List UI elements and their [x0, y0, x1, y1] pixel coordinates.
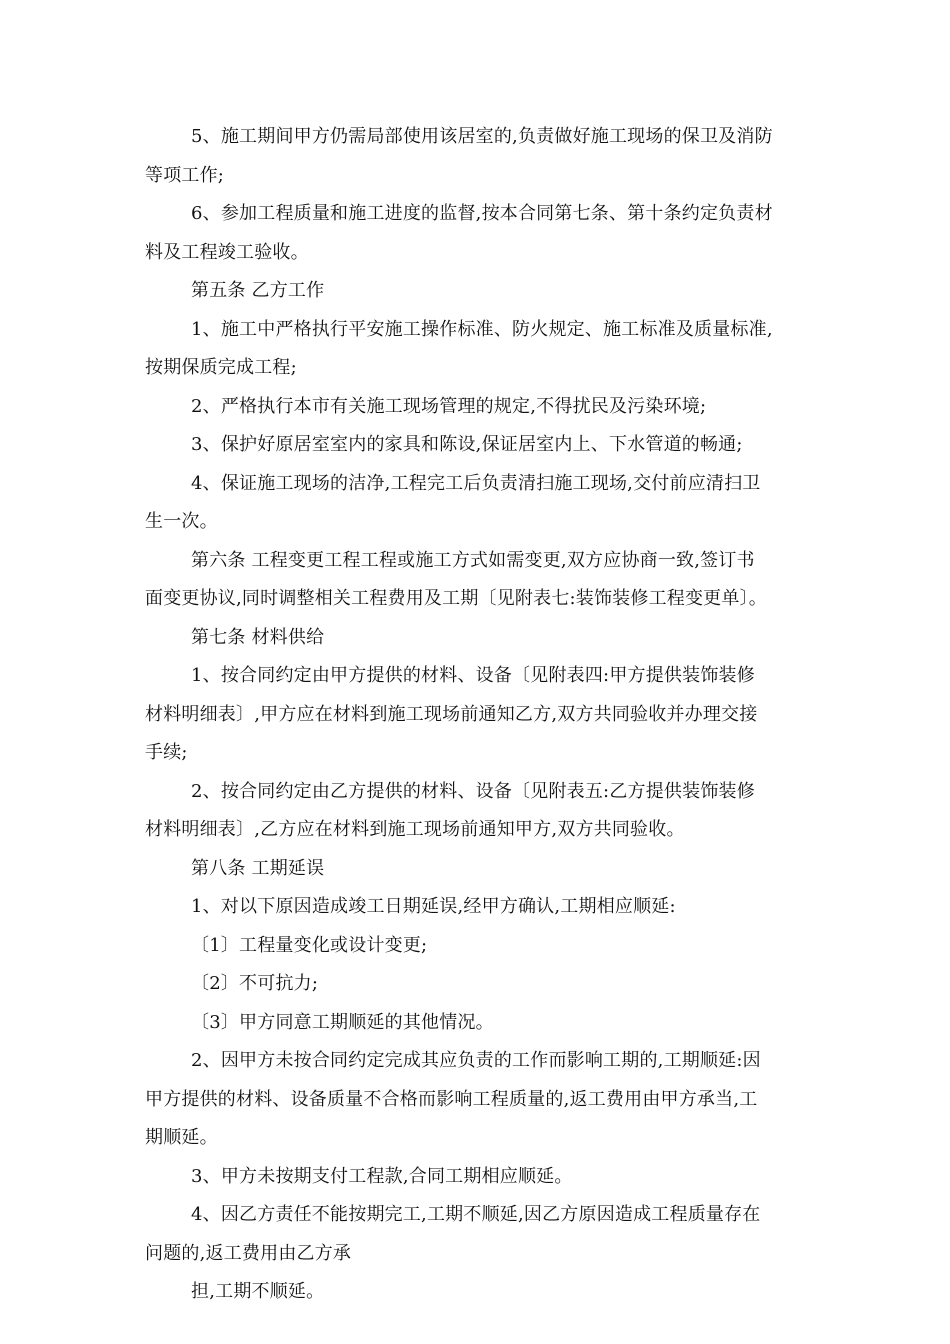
text-line: 1、施工中严格执行平安施工操作标准、防火规定、施工标准及质量标准,	[191, 318, 773, 340]
text-line: 问题的,返工费用由乙方承	[145, 1242, 352, 1264]
text-line: 3、保护好原居室室内的家具和陈设,保证居室内上、下水管道的畅通;	[191, 434, 743, 455]
text-line: 2、因甲方未按合同约定完成其应负责的工作而影响工期的,工期顺延:因	[191, 1050, 761, 1071]
section-heading: 第五条 乙方工作	[191, 280, 325, 301]
text-line: 甲方提供的材料、设备质量不合格而影响工程质量的,返工费用由甲方承当,工	[145, 1088, 758, 1110]
text-line: 期顺延。	[145, 1127, 218, 1148]
section-heading: 第六条 工程变更工程工程或施工方式如需变更,双方应协商一致,签订书	[191, 549, 755, 571]
text-line: 5、施工期间甲方仍需局部使用该居室的,负责做好施工现场的保卫及消防	[191, 126, 773, 147]
list-item: 〔2〕不可抗力;	[191, 973, 319, 994]
text-line: 1、按合同约定由甲方提供的材料、设备〔见附表四:甲方提供装饰装修	[191, 665, 755, 686]
list-item: 〔3〕甲方同意工期顺延的其他情况。	[191, 1011, 494, 1033]
text-line: 等项工作;	[145, 164, 225, 186]
section-heading: 第七条 材料供给	[191, 626, 325, 648]
text-line: 材料明细表〕,乙方应在材料到施工现场前通知甲方,双方共同验收。	[145, 819, 685, 840]
text-line: 2、按合同约定由乙方提供的材料、设备〔见附表五:乙方提供装饰装修	[191, 780, 755, 802]
document-page	[145, 118, 835, 1312]
list-item: 〔1〕工程量变化或设计变更;	[191, 934, 428, 956]
text-line: 材料明细表〕,甲方应在材料到施工现场前通知乙方,双方共同验收并办理交接	[145, 703, 758, 725]
text-line: 按期保质完成工程;	[145, 357, 297, 378]
text-line: 3、甲方未按期支付工程款,合同工期相应顺延。	[191, 1165, 573, 1187]
text-line: 料及工程竣工验收。	[145, 241, 309, 263]
text-line: 4、保证施工现场的洁净,工程完工后负责清扫施工现场,交付前应清扫卫	[191, 472, 761, 494]
section-heading: 第八条 工期延误	[191, 857, 325, 879]
text-line: 手续;	[145, 742, 188, 763]
text-line: 1、对以下原因造成竣工日期延误,经甲方确认,工期相应顺延:	[191, 896, 676, 917]
text-line: 4、因乙方责任不能按期完工,工期不顺延,因乙方原因造成工程质量存在	[191, 1204, 761, 1225]
text-line: 面变更协议,同时调整相关工程费用及工期〔见附表七:装饰装修工程变更单〕。	[145, 588, 767, 609]
text-line: 生一次。	[145, 511, 218, 532]
text-line: 担,工期不顺延。	[191, 1281, 325, 1302]
text-line: 2、严格执行本市有关施工现场管理的规定,不得扰民及污染环境;	[191, 395, 707, 417]
text-line: 6、参加工程质量和施工进度的监督,按本合同第七条、第十条约定负责材	[191, 203, 773, 224]
